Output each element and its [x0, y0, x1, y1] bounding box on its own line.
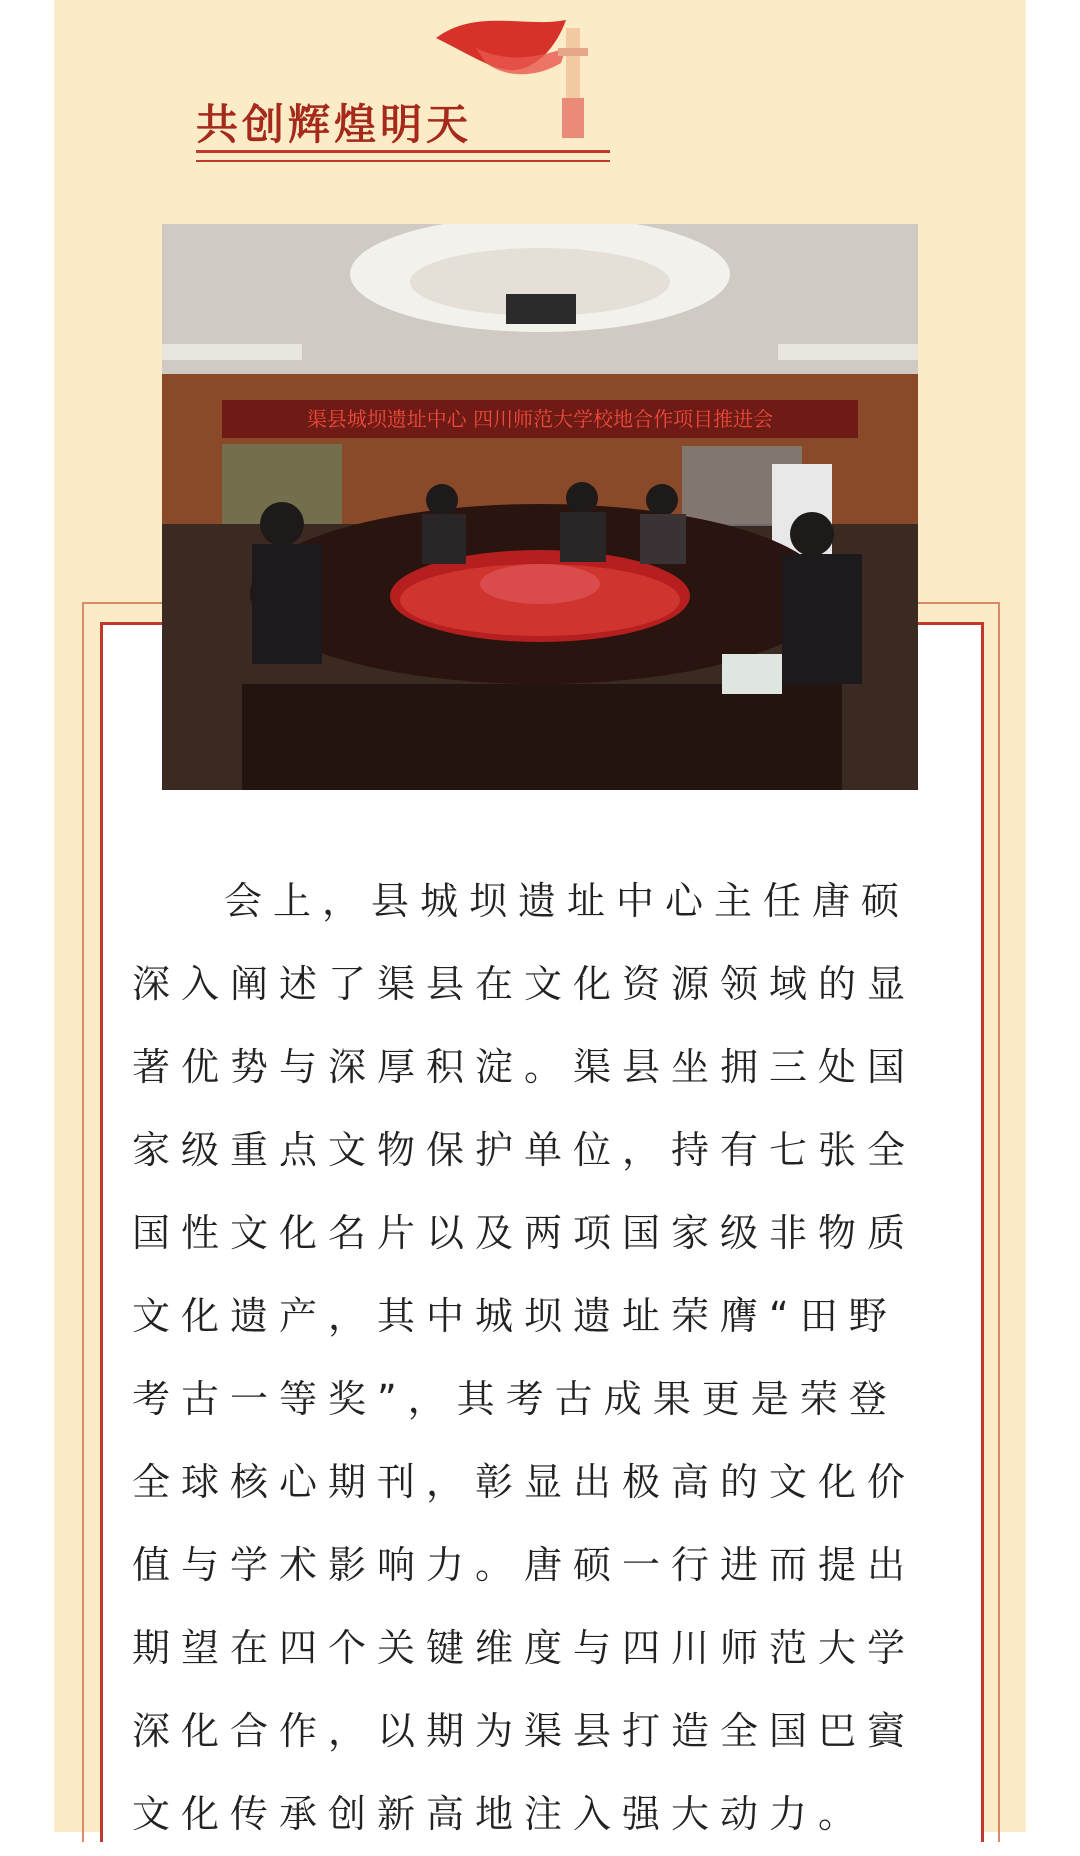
meeting-photo [162, 224, 918, 790]
heading-underline [196, 150, 610, 153]
section-heading: 共创辉煌明天 [196, 100, 473, 149]
heading-underline-secondary [196, 160, 610, 162]
article-paragraph: 会上，县城坝遗址中心主任唐硕深入阐述了渠县在文化资源领域的显著优势与深厚积淀。渠县坐拥三处国家级重点文物保护单位，持有七张全国性文化名片以及两项国家级非物质文化遗产，其中城坝遗址荣膺“田野考古一等奖”，其考古成果更是荣登全球核心期刊，彰显出极高的文化价值与学术影响力。唐硕一行进而提出期望在四个关键维度与四川师范大学深化合作，以期为渠县打造全国巴賨文化传承创新高地注入强大动力。 [132, 879, 917, 1836]
banner-text: 渠县城坝遗址中心 四川师范大学校地合作项目推进会 [306, 407, 774, 431]
watermark [972, 1712, 1080, 1766]
